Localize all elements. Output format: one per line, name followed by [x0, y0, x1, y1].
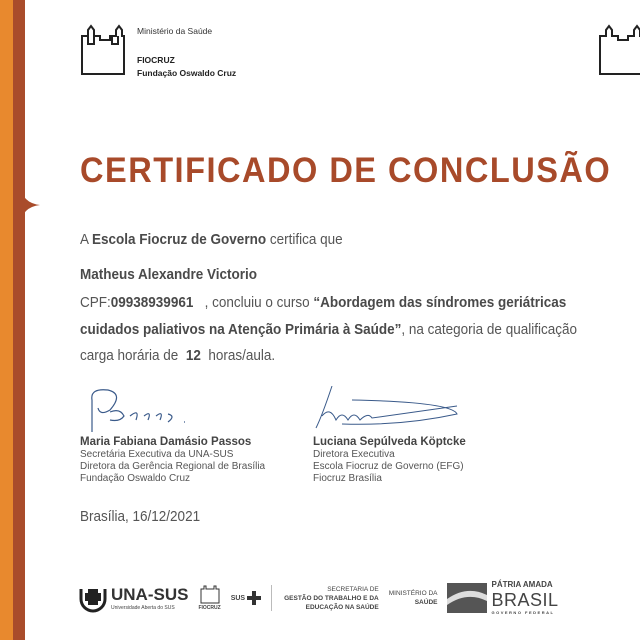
signer-org: Fundação Oswaldo Cruz — [80, 473, 191, 484]
unasus-logo — [78, 583, 188, 613]
secretaria-line: GESTÃO DO TRABALHO E DA — [284, 594, 379, 602]
brasil-flag-icon — [447, 583, 487, 613]
fiocruz-caption: FIOCRUZ — [198, 605, 221, 611]
secretaria-logo — [284, 585, 379, 612]
unasus-subtitle: Universidade Aberta do SUS — [111, 604, 175, 611]
unasus-icon — [78, 583, 108, 613]
student-name: Matheus Alexandre Victorio — [80, 266, 258, 283]
secretaria-line: SECRETARIA DE — [327, 585, 379, 593]
secretaria-line: EDUCAÇÃO NA SAÚDE — [305, 603, 379, 611]
ministerio-logo — [389, 589, 438, 607]
fiocruz-castle-logo-right — [598, 24, 640, 76]
fiocruz-castle-logo — [80, 24, 126, 76]
ministry-label: Ministério da Saúde — [137, 26, 213, 36]
gov-brasil: BRASIL — [491, 590, 559, 610]
sus-caption: SUS — [230, 594, 246, 602]
unasus-wordmark: UNA-SUS — [111, 584, 189, 604]
ministerio-line: MINISTÉRIO DA — [388, 590, 438, 597]
gov-slogan: PÁTRIA AMADA — [491, 580, 553, 589]
hours-line: carga horária de 12 horas/aula. — [80, 347, 276, 364]
signer-role: Diretora Executiva — [313, 449, 395, 460]
governo-federal-logo — [447, 580, 558, 616]
intro-line: A Escola Fiocruz de Governo certifica que — [80, 231, 343, 248]
signature-passos — [80, 386, 190, 434]
sus-logo — [231, 591, 261, 605]
brown-stripe — [13, 0, 25, 640]
signature-block-1 — [80, 435, 265, 485]
sus-cross-icon — [247, 591, 261, 605]
signer-name: Maria Fabiana Damásio Passos — [80, 436, 252, 448]
signer-role: Secretária Executiva da UNA-SUS — [80, 449, 234, 460]
course-line: cuidados paliativos na Atenção Primária à Saúde”, na categoria de qualificação — [80, 321, 577, 338]
castle-icon — [200, 584, 220, 604]
signer-role: Escola Fiocruz de Governo (EFG) — [313, 461, 464, 472]
bracket-point — [20, 185, 44, 225]
certificate-title: CERTIFICADO DE CONCLUSÃO — [80, 151, 612, 190]
cpf-line: CPF:09938939961 , concluiu o curso “Abordagem das síndromes geriátricas — [80, 294, 567, 311]
orange-stripe — [0, 0, 14, 640]
signer-name: Luciana Sepúlveda Köptcke — [313, 436, 466, 448]
fiocruz-small-logo — [198, 584, 220, 612]
signature-koptcke — [312, 386, 462, 434]
signer-role: Diretora da Gerência Regional de Brasília — [80, 461, 266, 472]
ministerio-line: SAÚDE — [414, 599, 438, 606]
org-full: Fundação Oswaldo Cruz — [137, 68, 237, 78]
gov-federal: GOVERNO FEDERAL — [491, 610, 555, 615]
place-date: Brasília, 16/12/2021 — [80, 508, 201, 525]
footer-logos — [78, 578, 559, 618]
signature-block-2 — [313, 435, 466, 485]
org-short: FIOCRUZ — [137, 55, 175, 65]
divider — [271, 585, 272, 611]
signer-org: Fiocruz Brasília — [313, 473, 382, 484]
